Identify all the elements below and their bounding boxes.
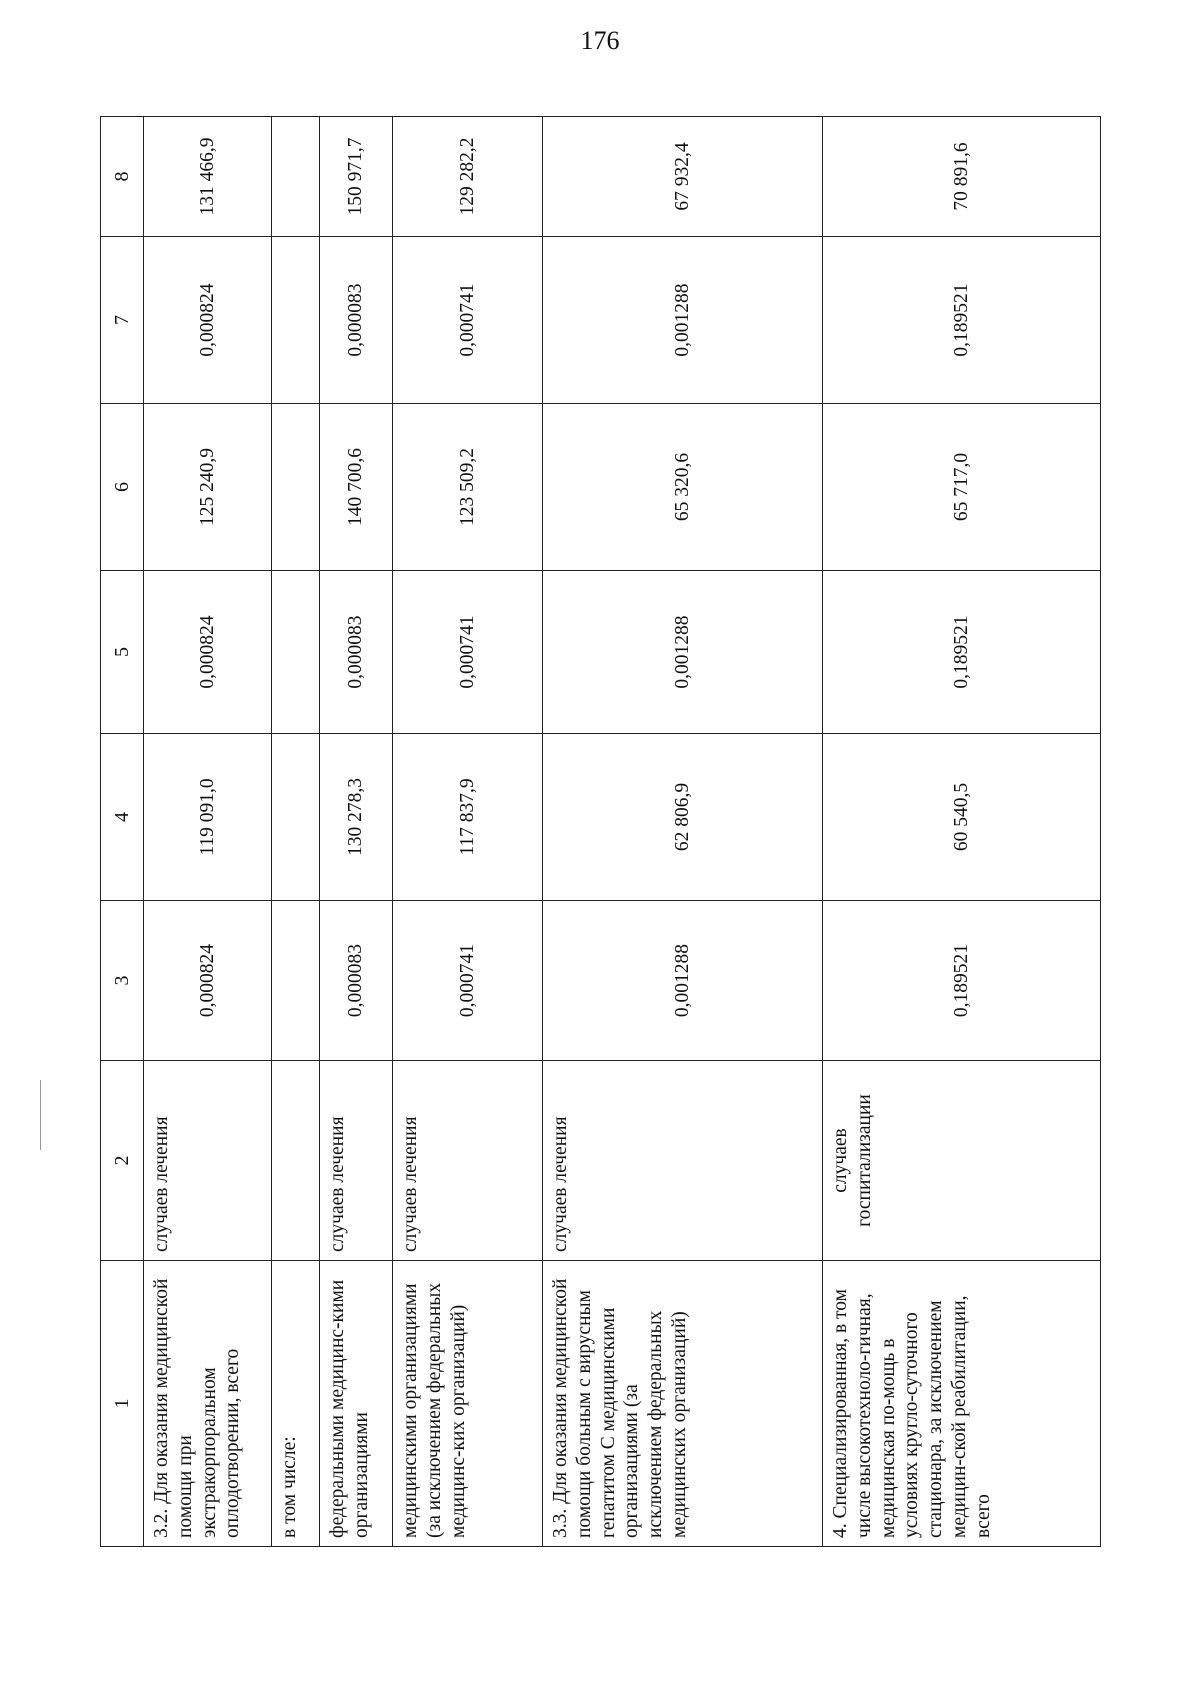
- col-header-8: 8: [101, 117, 144, 237]
- col-header-1: 1: [101, 1261, 144, 1547]
- row-value: 119 091,0: [144, 734, 272, 901]
- page-number: 176: [580, 26, 620, 55]
- row-value: [272, 237, 320, 404]
- row-value: 0,000824: [144, 901, 272, 1061]
- row-value: [272, 404, 320, 571]
- row-value: 62 806,9: [543, 734, 823, 901]
- row-unit: случаев лечения: [393, 1061, 543, 1261]
- header-row: [101, 117, 144, 1547]
- data-table: [100, 116, 1101, 1547]
- row-unit: случаев госпитализации: [823, 1061, 1101, 1261]
- table-row: [144, 117, 272, 1547]
- row-value: 0,000741: [393, 237, 543, 404]
- col-header-5: 5: [101, 571, 144, 734]
- row-unit: случаев лечения: [320, 1061, 393, 1261]
- row-value: [272, 734, 320, 901]
- row-name: федеральными медицинс-кими организациями: [320, 1261, 393, 1547]
- row-name: 3.2. Для оказания медицинской помощи при экстракорпоральном оплодотворении, всего: [144, 1261, 272, 1547]
- row-value: 140 700,6: [320, 404, 393, 571]
- table-row: [393, 117, 543, 1547]
- row-value: 0,189521: [823, 237, 1101, 404]
- row-value: 67 932,4: [543, 117, 823, 237]
- row-value: 131 466,9: [144, 117, 272, 237]
- row-value: 0,000083: [320, 571, 393, 734]
- row-value: 0,000083: [320, 901, 393, 1061]
- rotated-table-wrapper: [100, 117, 1100, 1547]
- col-header-6: 6: [101, 404, 144, 571]
- row-name: 4. Специализированная, в том числе высокотехноло-гичная, медицинская по-мощь в условиях кругло-суточного стационара, за исключением медицин-ской реабилитации, всего: [823, 1261, 1101, 1547]
- table-row: [320, 117, 393, 1547]
- col-header-3: 3: [101, 901, 144, 1061]
- table-row: [272, 117, 320, 1547]
- row-unit: случаев лечения: [543, 1061, 823, 1261]
- row-value: 0,000741: [393, 901, 543, 1061]
- row-value: 123 509,2: [393, 404, 543, 571]
- col-header-4: 4: [101, 734, 144, 901]
- row-value: 129 282,2: [393, 117, 543, 237]
- row-value: 0,001288: [543, 901, 823, 1061]
- table-row: [823, 117, 1101, 1547]
- row-value: 65 717,0: [823, 404, 1101, 571]
- row-unit: случаев лечения: [144, 1061, 272, 1261]
- row-value: 125 240,9: [144, 404, 272, 571]
- row-value: 70 891,6: [823, 117, 1101, 237]
- row-value: [272, 901, 320, 1061]
- row-value: 0,001288: [543, 237, 823, 404]
- row-name: 3.3. Для оказания медицинской помощи больным с вирусным гепатитом С медицинскими организациями (за исключением федеральных медицинских организаций): [543, 1261, 823, 1547]
- row-value: 0,000083: [320, 237, 393, 404]
- col-header-7: 7: [101, 237, 144, 404]
- row-value: 0,001288: [543, 571, 823, 734]
- table-row: [543, 117, 823, 1547]
- col-header-2: 2: [101, 1061, 144, 1261]
- row-value: 65 320,6: [543, 404, 823, 571]
- row-value: 0,000741: [393, 571, 543, 734]
- row-name: в том числе:: [272, 1261, 320, 1547]
- row-value: [272, 571, 320, 734]
- row-value: 0,000824: [144, 237, 272, 404]
- row-value: 0,189521: [823, 571, 1101, 734]
- row-value: 60 540,5: [823, 734, 1101, 901]
- row-unit: [272, 1061, 320, 1261]
- row-value: 0,189521: [823, 901, 1101, 1061]
- row-value: 130 278,3: [320, 734, 393, 901]
- row-value: 150 971,7: [320, 117, 393, 237]
- scan-artifact-line: [40, 1080, 41, 1150]
- row-value: [272, 117, 320, 237]
- row-value: 117 837,9: [393, 734, 543, 901]
- row-name: медицинскими организациями (за исключением федеральных медицинс-ких организаций): [393, 1261, 543, 1547]
- row-value: 0,000824: [144, 571, 272, 734]
